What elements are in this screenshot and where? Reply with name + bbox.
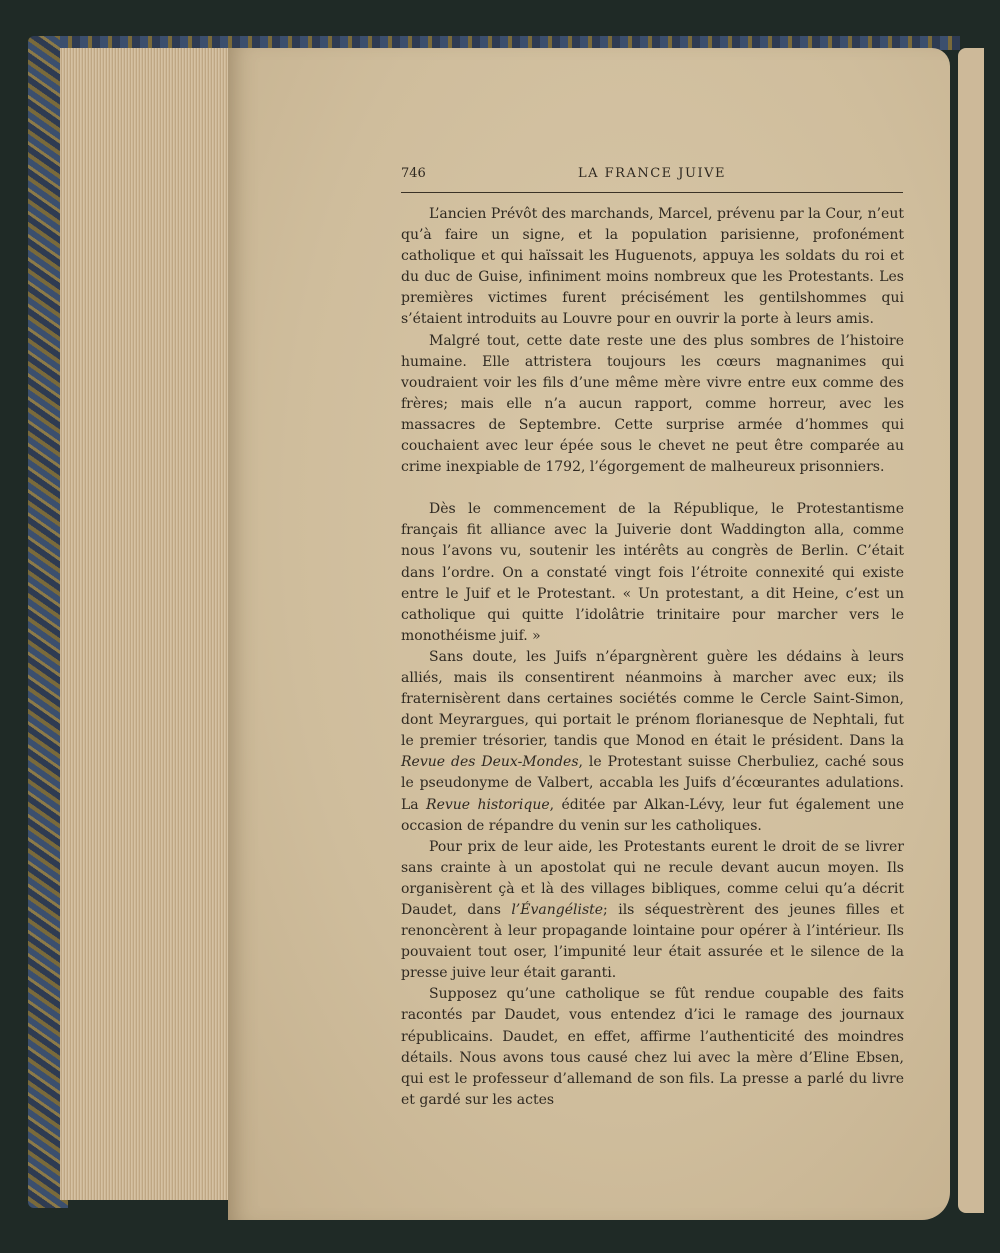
paragraph bbox=[401, 499, 904, 647]
text-run: Pour prix de leur aide, les Protestants eurent le droit de se livrer sans crainte à un apostolat qui ne recule devant aucun moyen. Ils organisèrent çà et là des villages bibliques, comme celui qu’a décrit Daudet, dans bbox=[401, 838, 904, 918]
text-run: Dès le commencement de la République, le Protestantisme français fit alliance avec la Juiverie dont Waddington alla, comme nous l’avons vu, soutenir les intérêts au congrès de Berlin. C’était dans l’ordre. On a constaté vingt fois l’étroite connexité qui existe entre le Juif et le Protestant. « Un protestant, a dit Heine, c’est un catholique qui quitte l’idolâtrie trinitaire pour marcher vers le monothéisme juif. » bbox=[401, 501, 904, 644]
text-run: ; ils séquestrèrent des jeunes filles et renoncèrent à leur propagande lointaine pour opérer à l’intérieur. Ils pouvaient tout oser, l’impunité leur était assurée et le silence de la presse juive leur était garanti. bbox=[401, 902, 904, 982]
italic-title: l’Évangéliste bbox=[511, 902, 604, 918]
page-number: 746 bbox=[401, 166, 426, 181]
facing-page-edge bbox=[958, 48, 984, 1213]
text-run: , éditée par Alkan-Lévy, leur fut également une occasion de répandre du venin sur les catholiques. bbox=[401, 796, 905, 834]
body-text bbox=[401, 204, 904, 1111]
paragraph bbox=[401, 647, 904, 837]
paragraph bbox=[401, 204, 904, 331]
paragraph bbox=[401, 837, 904, 985]
text-run: Sans doute, les Juifs n’épargnèrent guère les dédains à leurs alliés, mais ils consentirent néanmoins à marcher avec eux; ils fraternisèrent dans certaines sociétés comme le Cercle Saint-Simon, dont Meyrargues, qui portait le prénom florianesque de Nephtali, fut le premier trésorier, tandis que Monod en était le président. Dans la bbox=[401, 648, 904, 750]
italic-title: Revue des Deux-Mondes bbox=[401, 754, 579, 771]
paragraph bbox=[401, 984, 904, 1111]
italic-title: Revue historique bbox=[426, 796, 550, 813]
page-edges bbox=[60, 48, 231, 1200]
text-run: L’ancien Prévôt des marchands, Marcel, prévenu par la Cour, n’eut qu’à faire un signe, et la population parisienne, profonément catholique et qui haïssait les Huguenots, appuya les soldats du roi et du duc de Guise, infiniment moins nombreux que les Protestants. Les premières victimes furent précisément les gentilshommes qui s’étaient introduits au Louvre pour en ouvrir la porte à leurs amis. bbox=[401, 206, 904, 328]
text-run: Malgré tout, cette date reste une des plus sombres de l’histoire humaine. Elle attristera toujours les cœurs magnanimes qui voudraient voir les fils d’une même mère vivre entre eux comme des frères; mais elle n’a aucun rapport, comme horreur, avec les massacres de Septembre. Cette surprise armée d’hommes qui couchaient avec leur épée sous le chevet ne peut être comparée au crime inexpiable de 1792, l’égorgement de malheureux prisonniers. bbox=[401, 332, 904, 476]
paragraph bbox=[401, 331, 904, 479]
text-run: , le Protestant suisse Cherbuliez, caché sous le pseudonyme de Valbert, accabla les Juifs d’écœurantes adulations. La bbox=[401, 754, 904, 813]
page-header bbox=[401, 166, 903, 193]
running-title: LA FRANCE JUIVE bbox=[578, 166, 726, 181]
text-run: Supposez qu’une catholique se fût rendue coupable des faits racontés par Daudet, vous entendez d’ici le ramage des journaux républicains. Daudet, en effet, affirme l’authenticité des moindres détails. Nous avons tous causé chez lui avec la mère d’Eline Ebsen, qui est le professeur d’allemand de son fils. La presse a parlé du livre et gardé sur les actes bbox=[401, 986, 904, 1108]
